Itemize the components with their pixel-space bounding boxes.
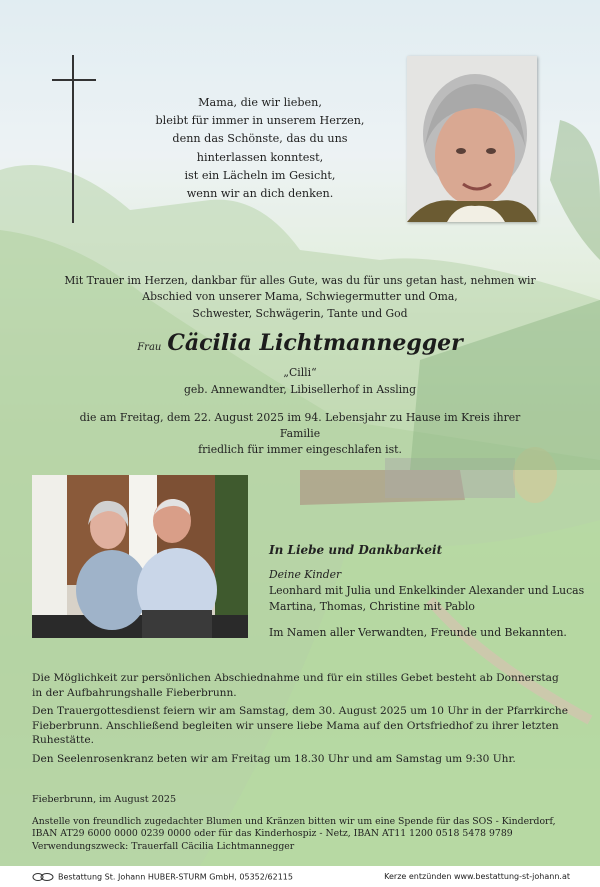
funeral-home-text: Bestattung St. Johann HUBER-STURM GmbH, 05352/62115	[58, 872, 293, 882]
intro-text	[50, 273, 550, 322]
intro-line: Mit Trauer im Herzen, dankbar für alles Gute, was du für uns getan hast, nehmen wir	[64, 274, 536, 287]
donation-line: IBAN AT29 6000 0000 0239 0000 oder für das Kinderhospiz - Netz, IBAN AT11 1200 0518 5478 9789	[32, 828, 513, 840]
mourners-line: Im Namen aller Verwandten, Freunde und Bekannten.	[269, 626, 567, 639]
funeral-home-logo-icon	[32, 872, 54, 882]
place-date: Fieberbrunn, im August 2025	[32, 794, 177, 805]
nickname: „Cilli“	[283, 366, 317, 379]
poem-line: hinterlassen konntest,	[196, 150, 324, 164]
name-prefix: Frau	[137, 342, 162, 353]
death-notice	[60, 410, 540, 458]
candle-link[interactable]: Kerze entzünden www.bestattung-st-johann.at	[384, 872, 570, 881]
poem-line: bleibt für immer in unserem Herzen,	[155, 114, 365, 128]
intro-line: Schwester, Schwägerin, Tante und God	[192, 306, 408, 320]
mourners-block	[269, 543, 589, 641]
deceased-name-row	[0, 330, 600, 356]
death-line: die am Freitag, dem 22. August 2025 im 94. Lebensjahr zu Hause im Kreis ihrer Familie	[79, 411, 521, 440]
mourners-title: In Liebe und Dankbarkeit	[269, 543, 443, 557]
couple-photo	[32, 475, 248, 638]
birth-name: geb. Annewandter, Libisellerhof in Assling	[183, 383, 417, 396]
poem	[155, 94, 365, 203]
footer	[0, 866, 600, 887]
donation-info	[32, 816, 572, 853]
mourners-line: Martina, Thomas, Christine mit Pablo	[269, 600, 475, 613]
poem-line: ist ein Lächeln im Gesicht,	[184, 168, 336, 182]
death-line: friedlich für immer eingeschlafen ist.	[198, 443, 402, 456]
poem-line: wenn wir an dich denken.	[186, 187, 334, 201]
donation-line: Anstelle von freundlich zugedachter Blumen und Kränzen bitten wir um eine Spende für das SOS - Kinderdorf,	[32, 816, 556, 827]
donation-line: Verwendungszweck: Trauerfall Cäcilia Lichtmannegger	[32, 840, 295, 852]
info-paragraph: Den Seelenrosenkranz beten wir am Freitag um 18.30 Uhr und am Samstag um 9:30 Uhr.	[32, 752, 516, 765]
footer-left	[32, 872, 293, 882]
deceased-name: Cäcilia Lichtmannegger	[167, 330, 463, 356]
ceremony-info	[32, 671, 572, 771]
intro-line: Abschied von unserer Mama, Schwiegermutter und Oma,	[142, 290, 458, 304]
info-paragraph: Die Möglichkeit zur persönlichen Abschiednahme und für ein stilles Gebet besteht ab Donnerstag in der Aufbahrungshalle Fieberbrunn.	[32, 672, 559, 699]
mourners-line: Leonhard mit Julia und Enkelkinder Alexander und Lucas	[269, 584, 585, 597]
poem-line: denn das Schönste, das du uns	[172, 132, 348, 146]
info-paragraph: Den Trauergottesdienst feiern wir am Samstag, dem 30. August 2025 um 10 Uhr in der Pfarrkirche Fieberbrunn. Anschließend begleiten wir unsere liebe Mama auf den Ortsfriedhof zu ihrer letzten Ruhestätte.	[32, 705, 568, 747]
mourners-subtitle: Deine Kinder	[269, 568, 342, 581]
cross-icon	[52, 55, 96, 223]
poem-line: Mama, die wir lieben,	[198, 96, 322, 109]
portrait-photo	[407, 56, 537, 222]
